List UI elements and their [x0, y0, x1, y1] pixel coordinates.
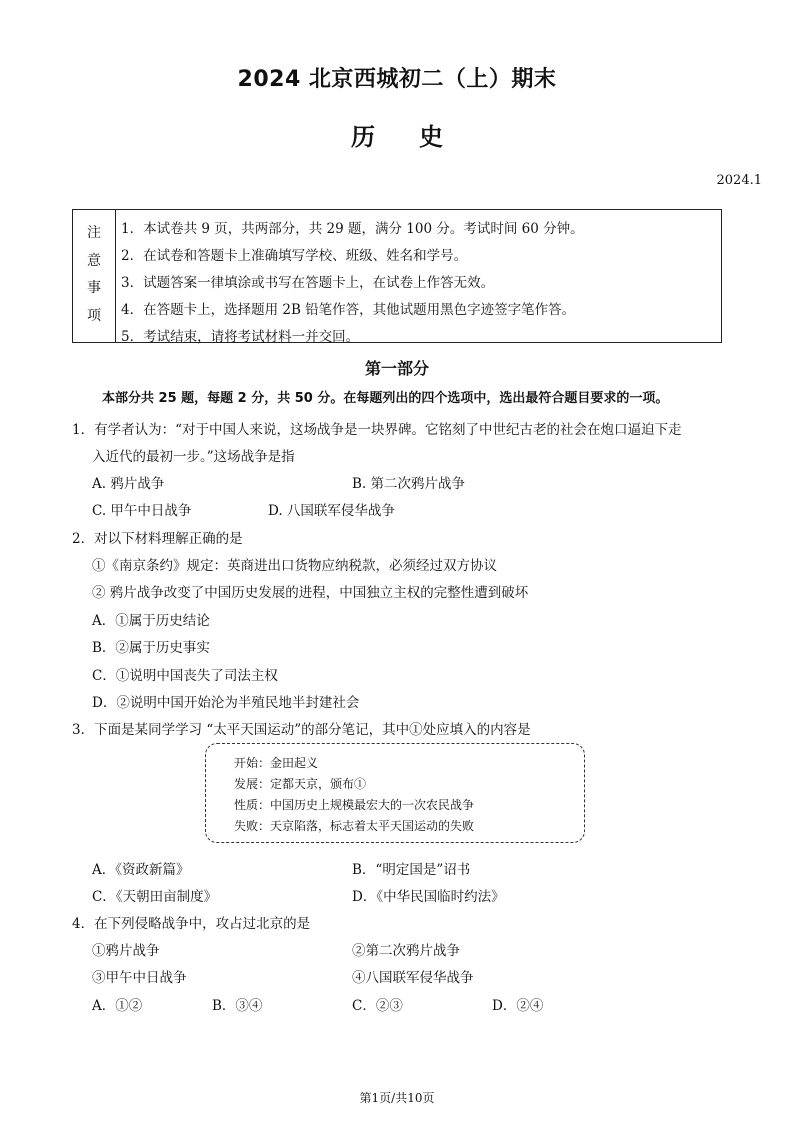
notice-box — [72, 209, 722, 343]
question-4-option-c: C．②③ — [352, 998, 403, 1014]
exam-date: 2024.1 — [716, 173, 762, 188]
question-4-option-d: D．②④ — [492, 998, 544, 1014]
question-2-option-b: B．②属于历史事实 — [92, 640, 210, 656]
question-4-option-a: A．①② — [92, 998, 143, 1014]
question-3-option-a: A．《资政新篇》 — [92, 862, 190, 878]
notice-label-char: 意 — [87, 253, 101, 269]
note-line: 发展：定都天京，颁布① — [234, 777, 367, 791]
notice-label — [73, 210, 116, 342]
notice-item: 3．试题答案一律填涂或书写在答题卡上，在试卷上作答无效。 — [121, 275, 495, 291]
question-1-option-c: C. 甲午中日战争 — [92, 503, 192, 519]
question-3-option-d: D．《中华民国临时约法》 — [352, 889, 505, 905]
question-2-material-1: ①《南京条约》规定：英商进出口货物应纳税款，必须经过双方协议 — [92, 558, 497, 574]
question-2-option-a: A．①属于历史结论 — [92, 613, 210, 629]
note-line: 失败：天京陷落，标志着太平天国运动的失败 — [234, 819, 475, 833]
question-3-stem: 3．下面是某同学学习 “太平天国运动”的部分笔记，其中①处应填入的内容是 — [72, 722, 531, 738]
notice-item: 2．在试卷和答题卡上准确填写学校、班级、姓名和学号。 — [121, 248, 468, 264]
question-1-stem: 1．有学者认为：“对于中国人来说，这场战争是一块界碑。它铭刻了中世纪古老的社会在炮口逼迫下走 — [72, 422, 682, 438]
question-1-option-d: D. 八国联军侵华战争 — [268, 503, 395, 519]
question-2-option-d: D．②说明中国开始沦为半殖民地半封建社会 — [92, 695, 360, 711]
study-notes-box — [205, 743, 585, 843]
question-2-option-c: C．①说明中国丧失了司法主权 — [92, 668, 278, 684]
notice-label-char: 事 — [87, 280, 101, 296]
question-4-item-2: ②第二次鸦片战争 — [352, 943, 460, 959]
question-1-option-a: A. 鸦片战争 — [92, 476, 165, 492]
notice-label-char: 注 — [87, 225, 101, 241]
notice-item: 4．在答题卡上，选择题用 2B 铅笔作答，其他试题用黑色字迹签字笔作答。 — [121, 302, 576, 318]
notice-item: 5．考试结束，请将考试材料一并交回。 — [121, 329, 360, 345]
part-description: 本部分共 25 题，每题 2 分，共 50 分。在每题列出的四个选项中，选出最符合题目要求的一项。 — [102, 391, 669, 406]
notice-label-char: 项 — [87, 308, 101, 324]
question-1-stem-cont: 入近代的最初一步。”这场战争是指 — [92, 449, 295, 465]
question-4-option-b: B．③④ — [212, 998, 263, 1014]
notice-item: 1．本试卷共 9 页，共两部分，共 29 题，满分 100 分。考试时间 60 分钟。 — [121, 221, 584, 237]
note-line: 开始：金田起义 — [234, 756, 319, 770]
question-4-stem: 4．在下列侵略战争中，攻占过北京的是 — [72, 916, 311, 932]
note-line: 性质：中国历史上规模最宏大的一次农民战争 — [234, 798, 475, 812]
question-4-item-4: ④八国联军侵华战争 — [352, 970, 474, 986]
page-number: 第1页/共10页 — [359, 1091, 435, 1105]
exam-title: 2024 北京西城初二（上）期末 — [237, 67, 557, 92]
question-2-material-2: ② 鸦片战争改变了中国历史发展的进程，中国独立主权的完整性遭到破坏 — [92, 585, 529, 601]
part-title: 第一部分 — [364, 359, 429, 378]
question-3-option-c: C．《天朝田亩制度》 — [92, 889, 218, 905]
question-4-item-1: ①鸦片战争 — [92, 943, 160, 959]
question-4-item-3: ③甲午中日战争 — [92, 970, 187, 986]
question-2-stem: 2．对以下材料理解正确的是 — [72, 531, 243, 547]
subject-title: 历史 — [351, 123, 487, 151]
question-1-option-b: B. 第二次鸦片战争 — [352, 476, 466, 492]
question-3-option-b: B．“明定国是”诏书 — [352, 862, 471, 878]
